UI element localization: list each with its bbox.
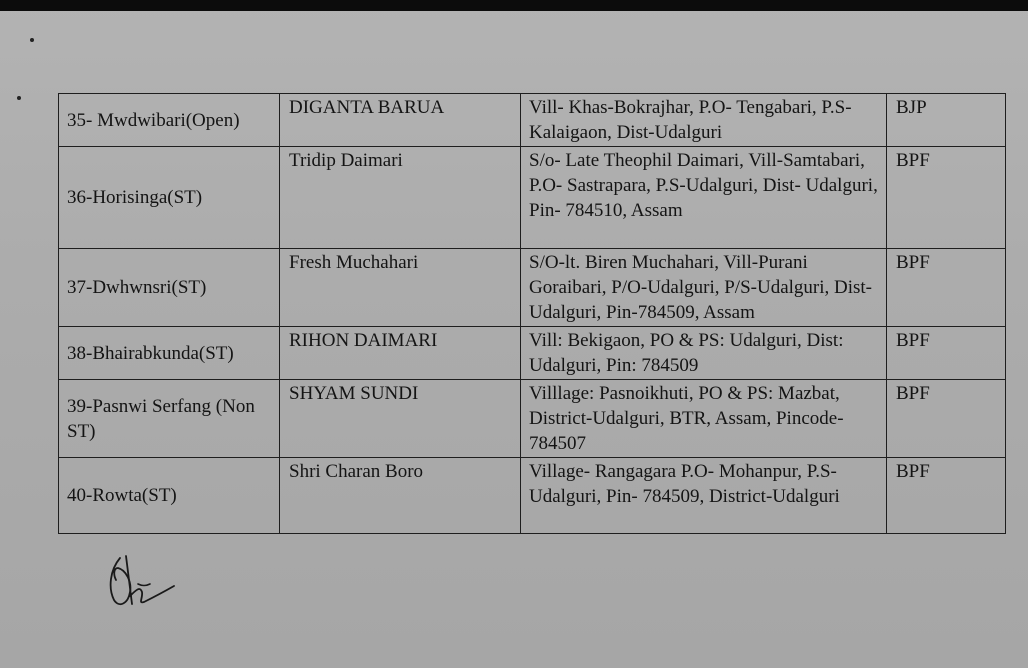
table-row	[59, 94, 1006, 147]
candidate-name-cell: Fresh Muchahari	[280, 249, 521, 327]
constituency-cell: 39-Pasnwi Serfang (Non ST)	[59, 380, 280, 458]
constituency-cell: 40-Rowta(ST)	[59, 458, 280, 534]
constituency-cell: 36-Horisinga(ST)	[59, 147, 280, 249]
table-row	[59, 147, 1006, 249]
address-cell: S/o- Late Theophil Daimari, Vill-Samtabari, P.O- Sastrapara, P.S-Udalguri, Dist- Udalguri, Pin- 784510, Assam	[521, 147, 887, 249]
bullet-dot	[17, 96, 21, 100]
address-cell: Village- Rangagara P.O- Mohanpur, P.S- Udalguri, Pin- 784509, District-Udalguri	[521, 458, 887, 534]
constituency-cell: 38-Bhairabkunda(ST)	[59, 327, 280, 380]
party-cell: BJP	[887, 94, 1006, 147]
table-row	[59, 458, 1006, 534]
address-cell: Vill: Bekigaon, PO & PS: Udalguri, Dist: Udalguri, Pin: 784509	[521, 327, 887, 380]
constituency-cell: 35- Mwdwibari(Open)	[59, 94, 280, 147]
address-cell: Villlage: Pasnoikhuti, PO & PS: Mazbat, District-Udalguri, BTR, Assam, Pincode-784507	[521, 380, 887, 458]
address-cell: Vill- Khas-Bokrajhar, P.O- Tengabari, P.S- Kalaigaon, Dist-Udalguri	[521, 94, 887, 147]
table-row	[59, 249, 1006, 327]
bullet-dot	[30, 38, 34, 42]
candidate-name-cell: SHYAM SUNDI	[280, 380, 521, 458]
candidate-name-cell: Shri Charan Boro	[280, 458, 521, 534]
party-cell: BPF	[887, 458, 1006, 534]
candidate-name-cell: RIHON DAIMARI	[280, 327, 521, 380]
candidate-table	[58, 93, 1006, 534]
candidate-name-cell: Tridip Daimari	[280, 147, 521, 249]
table-row	[59, 327, 1006, 380]
constituency-cell: 37-Dwhwnsri(ST)	[59, 249, 280, 327]
party-cell: BPF	[887, 249, 1006, 327]
candidate-name-cell: DIGANTA BARUA	[280, 94, 521, 147]
party-cell: BPF	[887, 327, 1006, 380]
top-dark-bar	[0, 0, 1028, 11]
party-cell: BPF	[887, 147, 1006, 249]
table-row	[59, 380, 1006, 458]
address-cell: S/O-lt. Biren Muchahari, Vill-Purani Goraibari, P/O-Udalguri, P/S-Udalguri, Dist-Udalguri, Pin-784509, Assam	[521, 249, 887, 327]
handwritten-signature	[104, 548, 180, 612]
party-cell: BPF	[887, 380, 1006, 458]
